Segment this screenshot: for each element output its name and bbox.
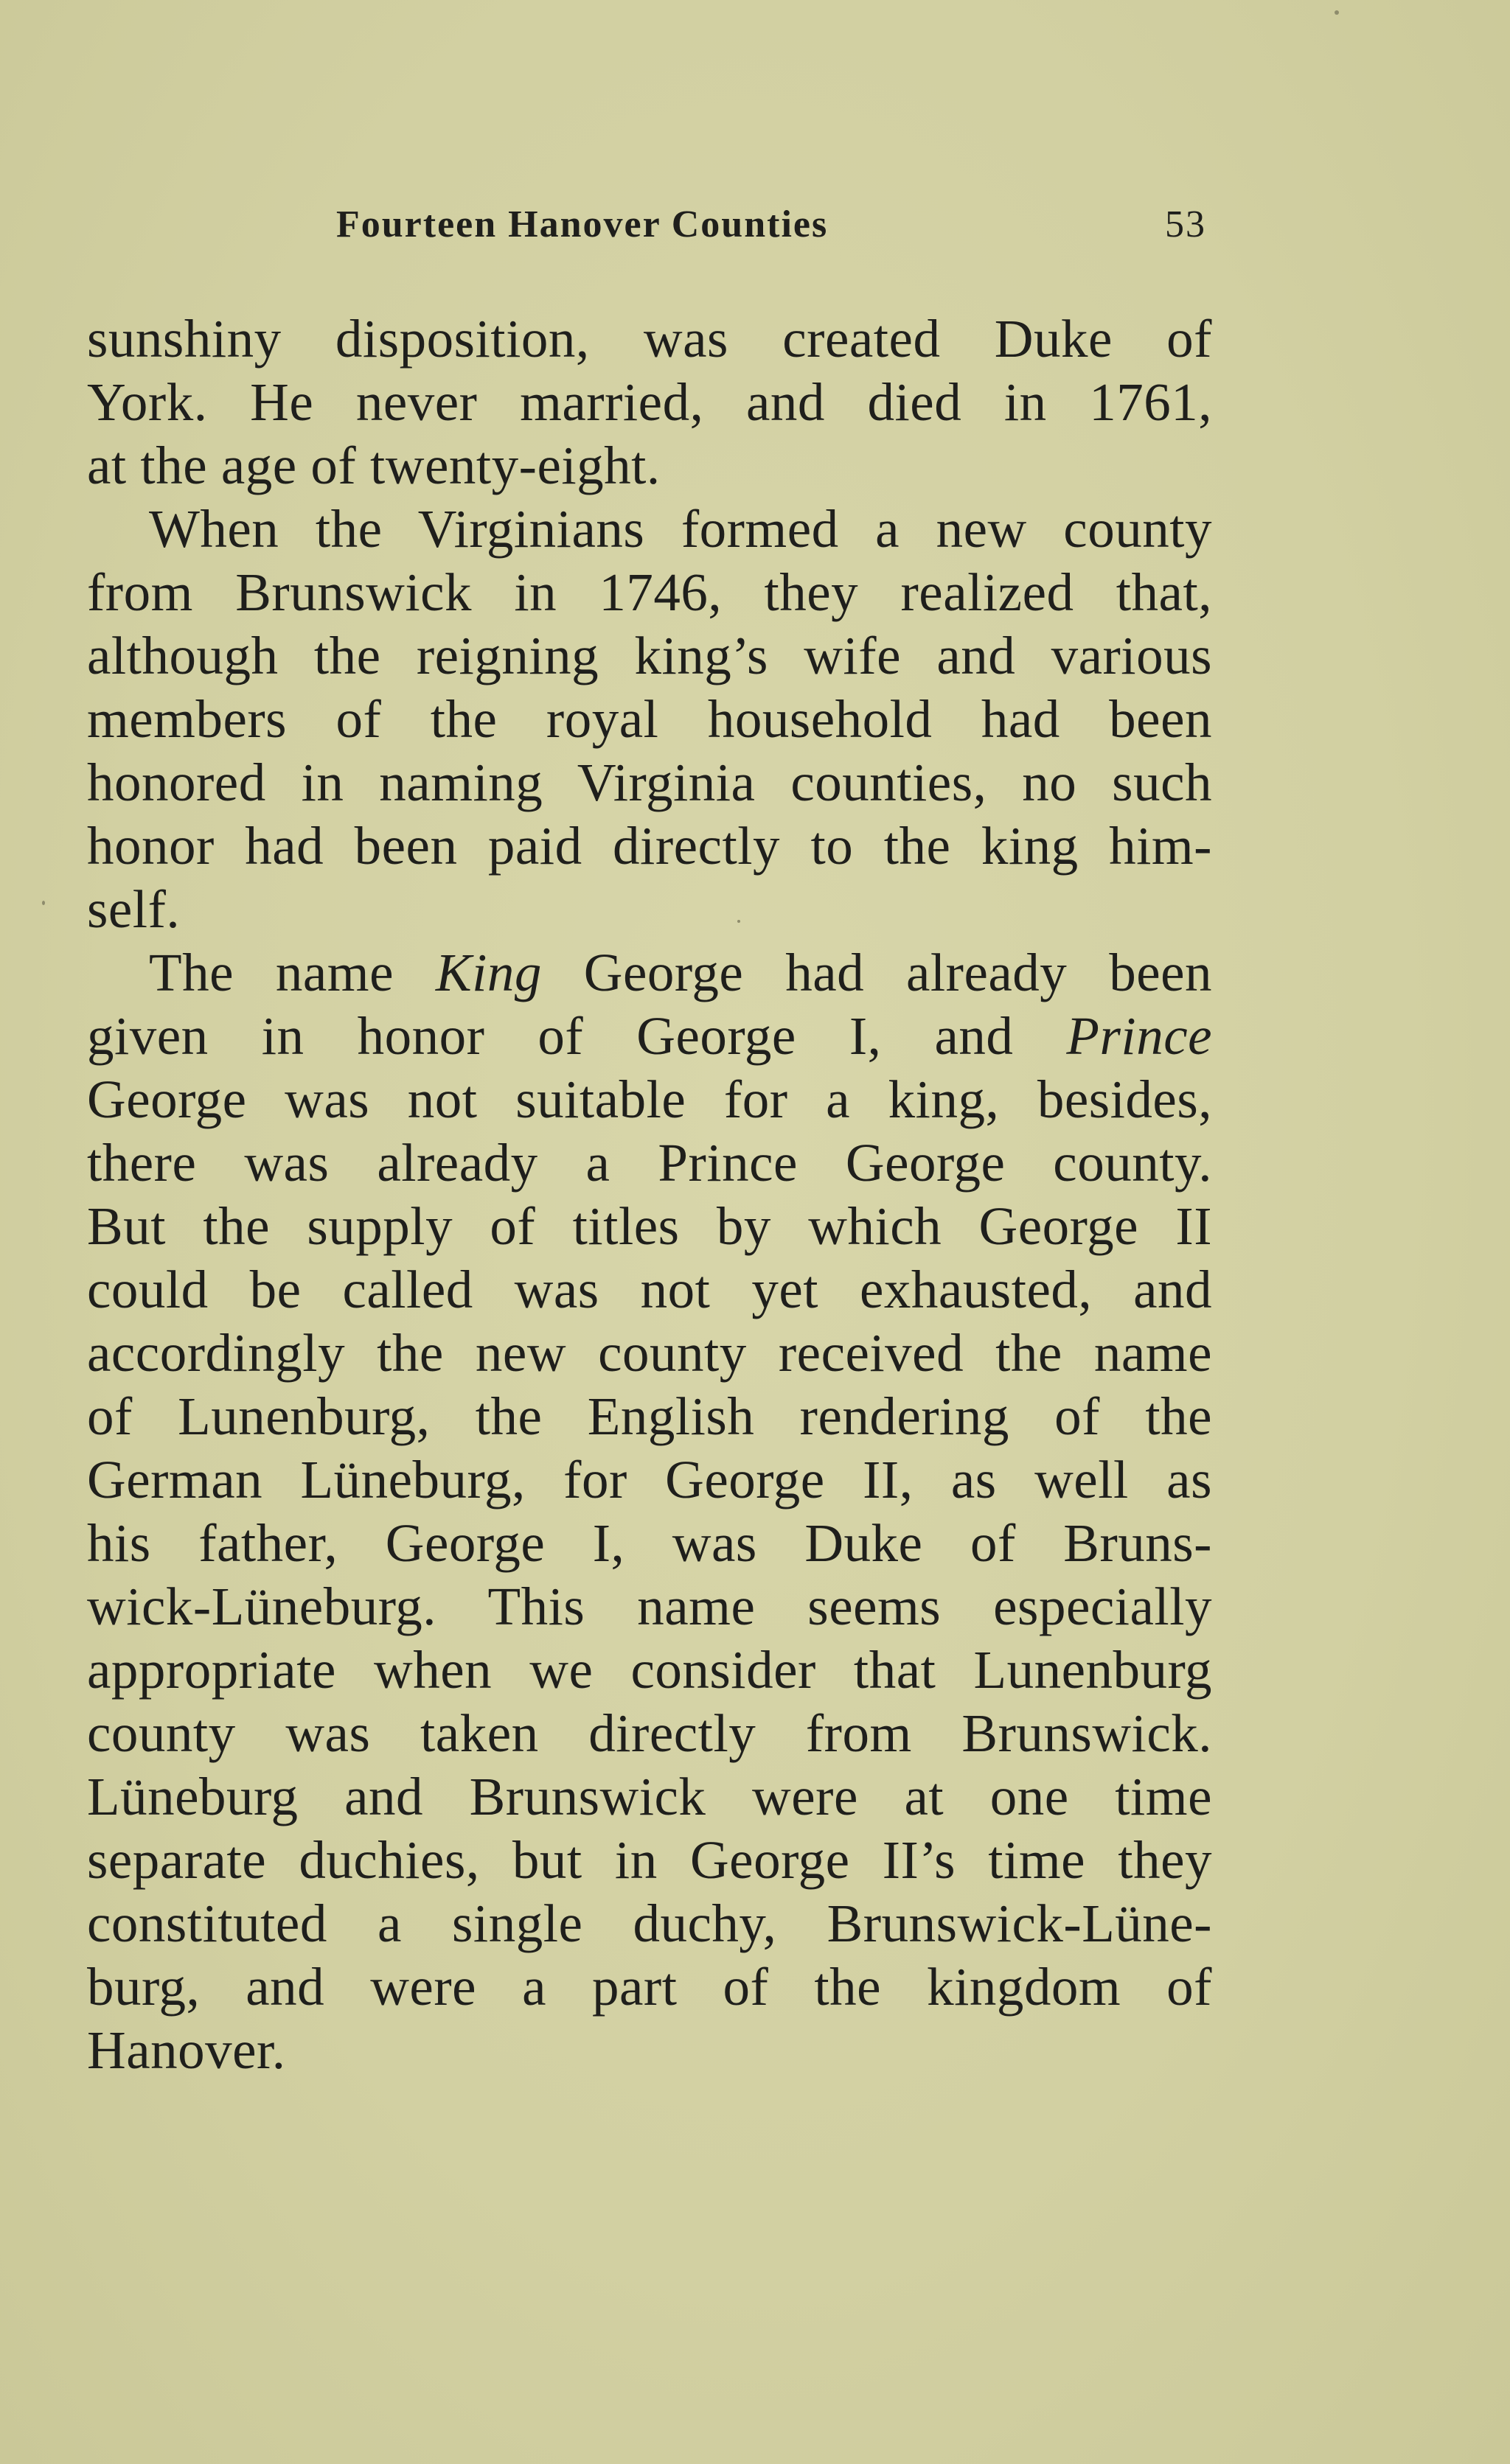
text-line: his father, George I, was Duke of Bruns- (87, 1513, 1212, 1573)
paper-speck (737, 920, 740, 923)
body-text (87, 307, 1212, 2082)
text-line: accordingly the new county received the name (87, 1323, 1212, 1383)
text-line: appropriate when we consider that Lunenburg (87, 1640, 1212, 1700)
paper-speck (42, 901, 45, 905)
text-line: George was not suitable for a king, besides, (87, 1069, 1212, 1129)
text-line: German Lüneburg, for George II, as well as (87, 1450, 1212, 1510)
text-line: York. He never married, and died in 1761, (87, 372, 1212, 432)
text-line: of Lunenburg, the English rendering of the (87, 1386, 1212, 1446)
text-run: George had already been (541, 943, 1212, 1002)
text-line: But the supply of titles by which George II (87, 1196, 1212, 1256)
paragraph-start-line: When the Virginians formed a new county (149, 499, 1212, 559)
text-line: although the reigning king’s wife and various (87, 626, 1212, 685)
running-title: Fourteen Hanover Counties (336, 203, 829, 245)
text-line: self. (87, 879, 181, 939)
text-line: constituted a single duchy, Brunswick-Lüne- (87, 1894, 1212, 1953)
text-run: The name (149, 943, 436, 1002)
text-line: separate duchies, but in George II’s time they (87, 1830, 1212, 1890)
text-line: there was already a Prince George county. (87, 1133, 1212, 1193)
text-line: wick-Lüneburg. This name seems especially (87, 1577, 1212, 1636)
page-number: 53 (1165, 203, 1206, 245)
text-line: could be called was not yet exhausted, and (87, 1260, 1212, 1319)
paper-speck (1335, 10, 1339, 15)
text-line: county was taken directly from Brunswick. (87, 1703, 1212, 1763)
text-run: given in honor of George I, and (87, 1006, 1067, 1066)
text-line: honor had been paid directly to the king him- (87, 816, 1212, 876)
italic-text: King (435, 943, 542, 1002)
text-line: from Brunswick in 1746, they realized that, (87, 562, 1212, 622)
text-line: at the age of twenty-eight. (87, 436, 661, 495)
text-line: Lüneburg and Brunswick were at one time (87, 1767, 1212, 1826)
text-line (87, 1005, 1212, 1068)
running-head (336, 199, 1206, 251)
text-line: Hanover. (87, 2020, 286, 2080)
text-line: members of the royal household had been (87, 689, 1212, 749)
paragraph-start-line (87, 941, 1212, 1005)
text-line: sunshiny disposition, was created Duke of (87, 309, 1212, 369)
text-line: burg, and were a part of the kingdom of (87, 1957, 1212, 2017)
italic-text: Prince (1066, 1006, 1212, 1066)
text-line: honored in naming Virginia counties, no such (87, 753, 1212, 812)
